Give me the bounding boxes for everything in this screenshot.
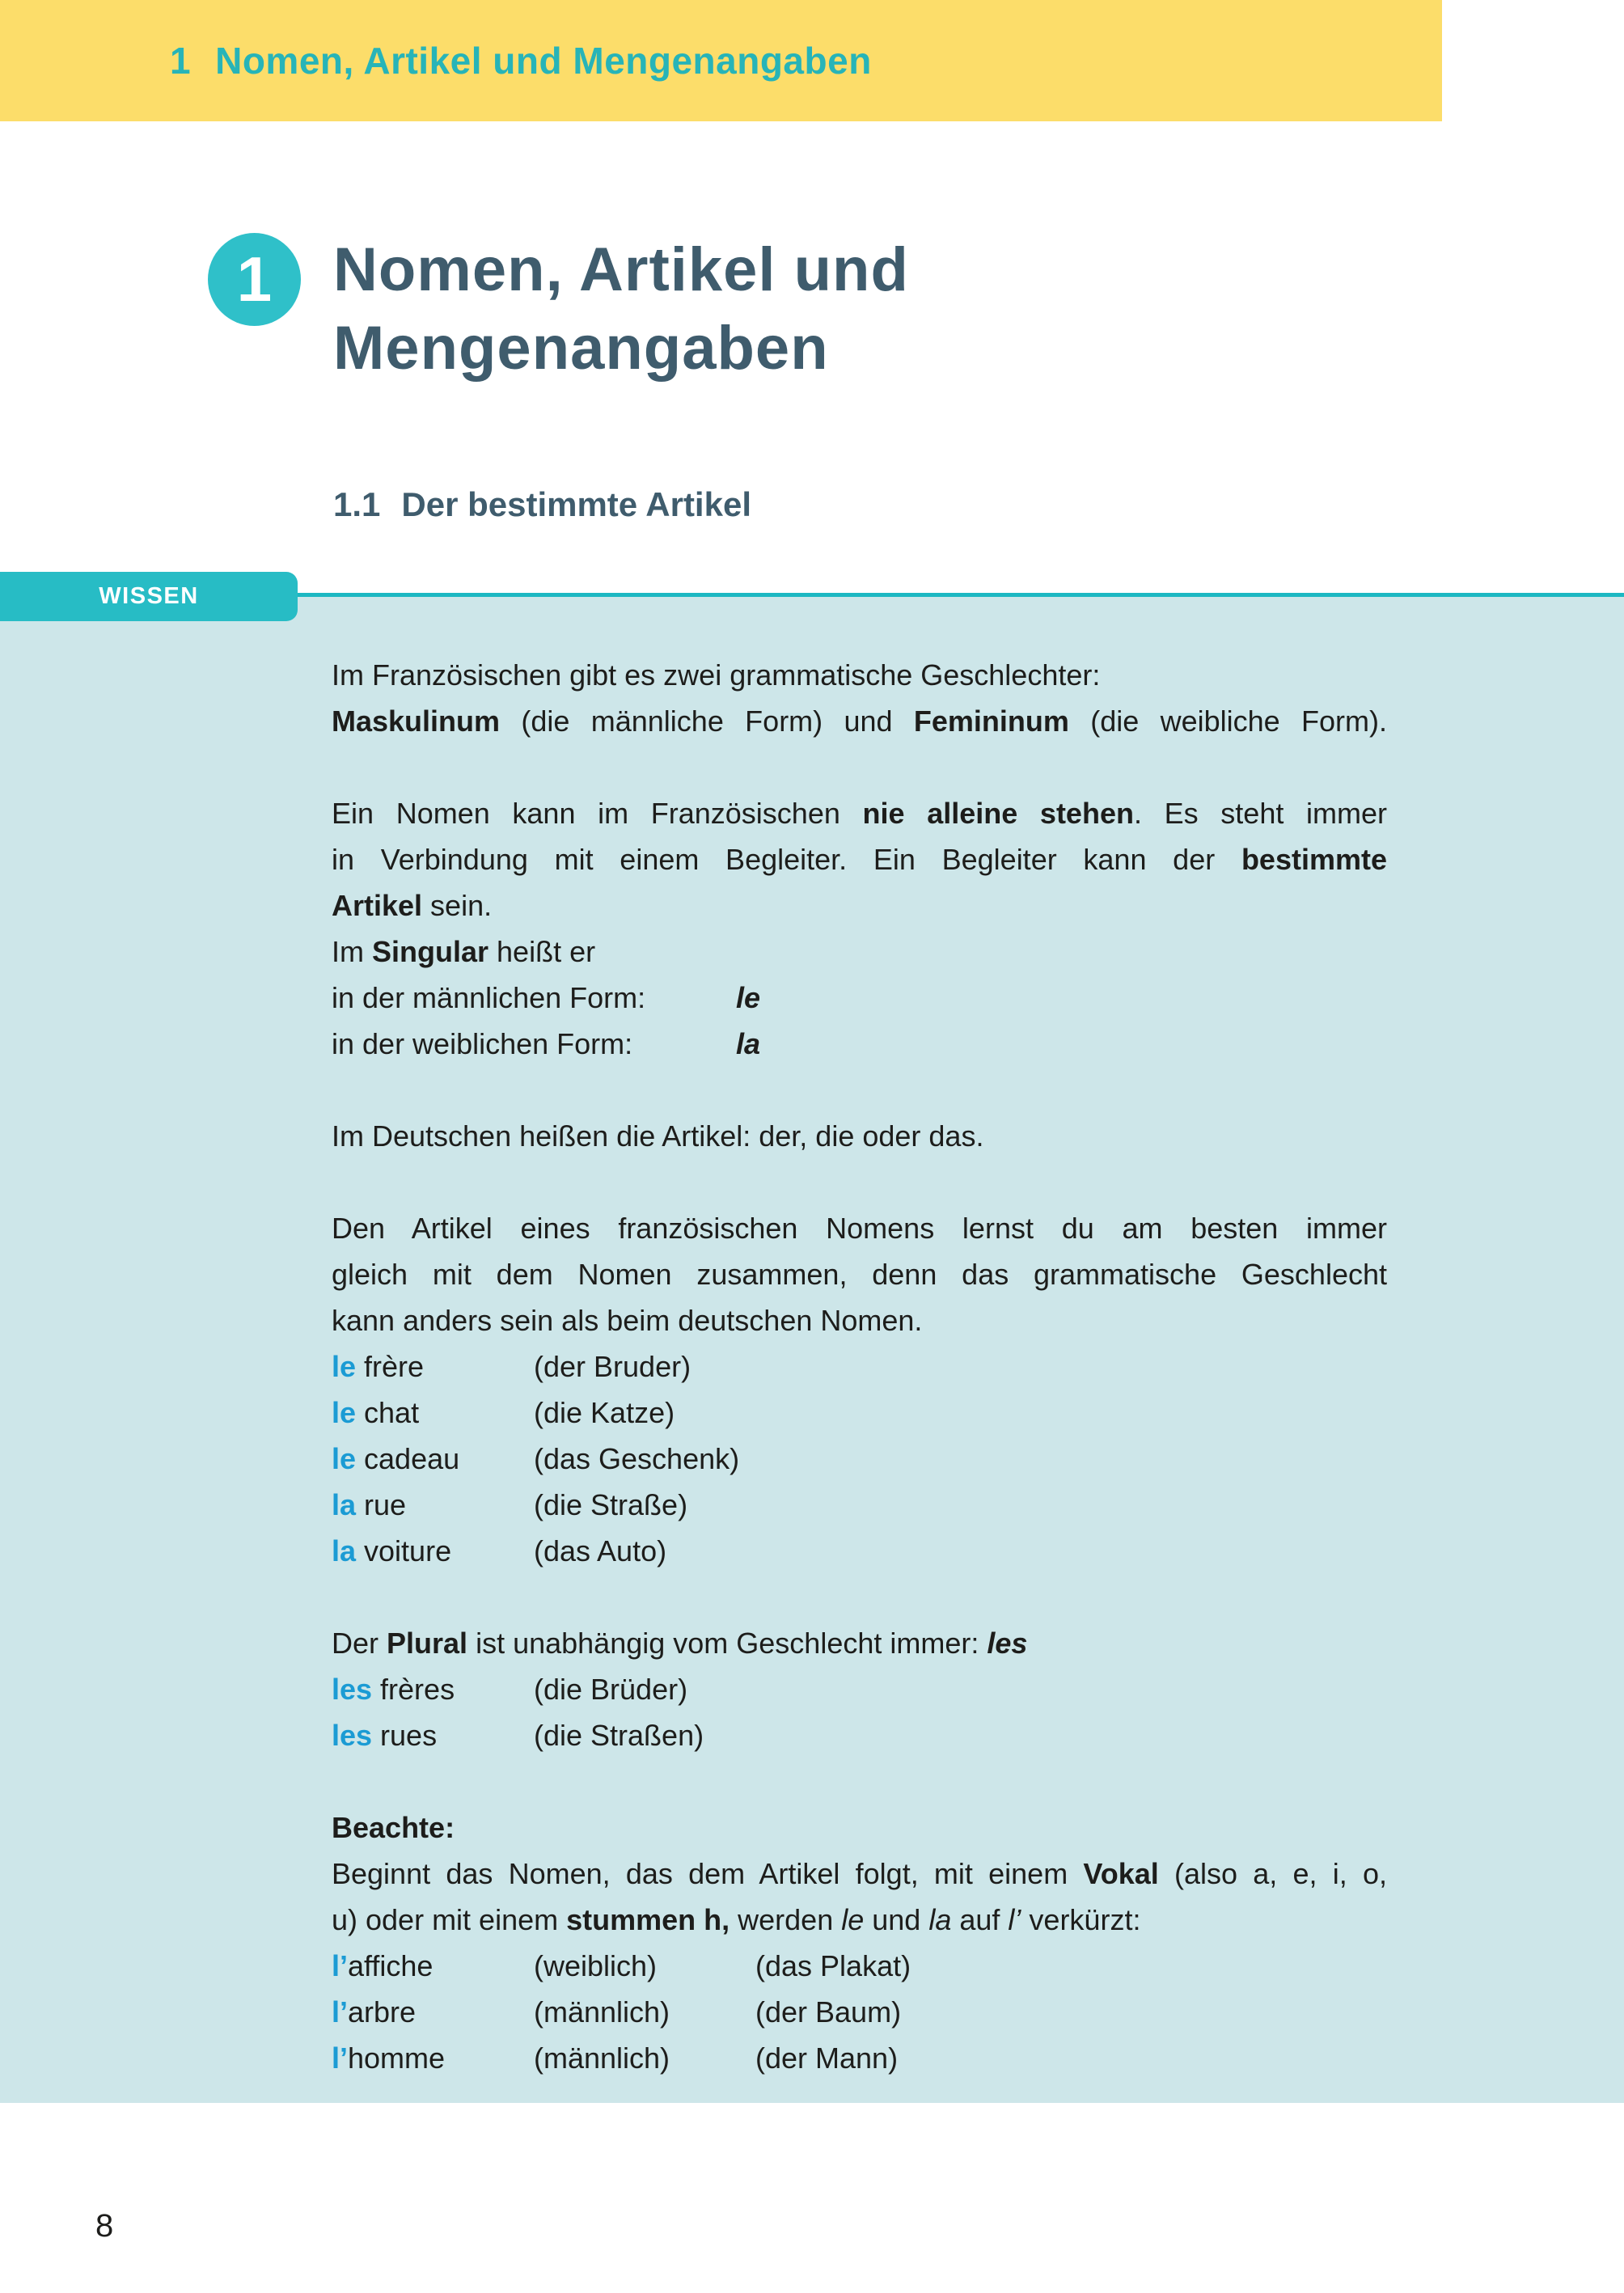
text-run: (männlich) bbox=[534, 2041, 670, 2075]
text-run: (das Auto) bbox=[534, 1534, 667, 1567]
text-run: affiche bbox=[348, 1949, 433, 1982]
text-run: (die männliche Form) und bbox=[500, 704, 914, 738]
wissen-tab bbox=[0, 572, 298, 621]
text-run: l’ bbox=[332, 1995, 349, 2029]
content-col bbox=[534, 1528, 666, 1574]
content-line bbox=[332, 1528, 1387, 1574]
chapter-title bbox=[333, 231, 909, 387]
content-line bbox=[332, 652, 1387, 698]
text-run: le bbox=[332, 1396, 357, 1429]
chapter-number-badge bbox=[208, 233, 301, 326]
content-col bbox=[332, 1943, 433, 1989]
text-run: gleich mit dem Nomen zusammen, denn das grammatische Geschlecht bbox=[332, 1258, 1387, 1291]
text-run: la bbox=[332, 1488, 357, 1521]
text-run: chat bbox=[356, 1396, 420, 1429]
text-run: Singular bbox=[372, 935, 489, 968]
text-run: ist unabhängig vom Geschlecht immer: bbox=[467, 1627, 988, 1660]
content-col bbox=[534, 1436, 739, 1482]
content-col bbox=[332, 975, 645, 1021]
content-line bbox=[332, 1390, 1387, 1436]
text-run: (die Straßen) bbox=[534, 1719, 704, 1752]
text-run: le bbox=[332, 1350, 357, 1383]
content-line bbox=[332, 1943, 1387, 1989]
text-run: l’ bbox=[332, 2041, 349, 2075]
content-line bbox=[332, 1436, 1387, 1482]
text-run: verkürzt: bbox=[1021, 1903, 1141, 1936]
content-col bbox=[755, 1989, 901, 2035]
text-run: frères bbox=[372, 1673, 455, 1706]
text-run: Im bbox=[332, 935, 372, 968]
chapter-header-text bbox=[170, 0, 872, 121]
text-run: Femininum bbox=[913, 704, 1069, 738]
content-line bbox=[332, 790, 1387, 836]
text-run: (die weibliche Form). bbox=[1068, 704, 1387, 738]
page-number: 8 bbox=[95, 2208, 114, 2244]
content-col bbox=[534, 1390, 675, 1436]
section-title: Der bestimmte Artikel bbox=[401, 485, 751, 523]
text-run: Beginnt das Nomen, das dem Artikel folgt, mit einem bbox=[332, 1857, 1084, 1890]
text-run: (die Brüder) bbox=[534, 1673, 688, 1706]
text-run: cadeau bbox=[356, 1442, 460, 1475]
content-col bbox=[534, 2035, 670, 2081]
text-run: arbre bbox=[348, 1995, 417, 2029]
text-run: frère bbox=[356, 1350, 425, 1383]
text-run: und bbox=[864, 1903, 929, 1936]
section-number: 1.1 bbox=[333, 485, 381, 523]
content-col bbox=[332, 1021, 632, 1067]
wissen-tab-label: WISSEN bbox=[99, 583, 199, 609]
text-run: Maskulinum bbox=[332, 704, 501, 738]
text-run: (weiblich) bbox=[534, 1949, 658, 1982]
text-run: l’ bbox=[1008, 1903, 1021, 1936]
text-run: la bbox=[736, 1027, 761, 1060]
content-col bbox=[332, 1666, 455, 1712]
text-run: (die Straße) bbox=[534, 1488, 688, 1521]
text-run: Beachte: bbox=[332, 1811, 455, 1844]
text-run: bestimmte bbox=[1241, 843, 1387, 876]
chapter-title-line1: Nomen, Artikel und bbox=[333, 235, 909, 304]
content-line bbox=[332, 1620, 1387, 1666]
text-run: auf bbox=[951, 1903, 1009, 1936]
text-run: (der Bruder) bbox=[534, 1350, 691, 1383]
text-run: Den Artikel eines französischen Nomens lernst du am besten immer bbox=[332, 1212, 1387, 1245]
content-col bbox=[534, 1989, 670, 2035]
text-run: Plural bbox=[387, 1627, 468, 1660]
content-col bbox=[534, 1666, 687, 1712]
text-run: werden bbox=[730, 1903, 842, 1936]
chapter-title-line2: Mengenangaben bbox=[333, 314, 829, 383]
content-line bbox=[332, 698, 1387, 744]
text-run: heißt er bbox=[488, 935, 596, 968]
text-run: u) oder mit einem bbox=[332, 1903, 567, 1936]
text-run: kann anders sein als beim deutschen Nomen. bbox=[332, 1304, 923, 1337]
content-line bbox=[332, 975, 1387, 1021]
content-col bbox=[332, 1436, 459, 1482]
content-line bbox=[332, 1251, 1387, 1297]
text-run: (das Geschenk) bbox=[534, 1442, 740, 1475]
content-line bbox=[332, 1804, 1387, 1851]
text-run: la bbox=[332, 1534, 357, 1567]
text-run: Der bbox=[332, 1627, 387, 1660]
content-line bbox=[332, 1159, 1387, 1205]
text-run: sein. bbox=[422, 889, 493, 922]
text-run: le bbox=[332, 1442, 357, 1475]
content-line bbox=[332, 2035, 1387, 2081]
text-run: Im Französischen gibt es zwei grammatische Geschlechter: bbox=[332, 658, 1101, 692]
content-line bbox=[332, 1712, 1387, 1758]
content-col bbox=[332, 1343, 424, 1390]
chapter-header-title: Nomen, Artikel und Mengenangaben bbox=[215, 40, 872, 82]
text-run: les bbox=[332, 1719, 373, 1752]
text-run: la bbox=[928, 1903, 952, 1936]
content-line bbox=[332, 1897, 1387, 1943]
content-col bbox=[332, 1528, 451, 1574]
text-run: (das Plakat) bbox=[755, 1949, 911, 1982]
content-line bbox=[332, 1021, 1387, 1067]
text-run: in der männlichen Form: bbox=[332, 981, 646, 1014]
text-run: les bbox=[332, 1673, 373, 1706]
text-run: le bbox=[736, 981, 761, 1014]
content-line bbox=[332, 1482, 1387, 1528]
content-col bbox=[534, 1943, 657, 1989]
content-col bbox=[332, 1482, 406, 1528]
text-run: Ein Nomen kann im Französischen bbox=[332, 797, 863, 830]
content-col bbox=[534, 1343, 691, 1390]
content-col bbox=[736, 1021, 760, 1067]
content-line bbox=[332, 1851, 1387, 1897]
section-heading bbox=[333, 485, 751, 524]
text-run: (die Katze) bbox=[534, 1396, 675, 1429]
text-run: in der weiblichen Form: bbox=[332, 1027, 633, 1060]
content-line bbox=[332, 882, 1387, 929]
content-col bbox=[755, 1943, 911, 1989]
content-col bbox=[755, 2035, 898, 2081]
content-col bbox=[332, 2035, 445, 2081]
content-line bbox=[332, 1297, 1387, 1343]
content-line bbox=[332, 744, 1387, 790]
content-line bbox=[332, 1758, 1387, 1804]
text-run: Artikel bbox=[332, 889, 423, 922]
text-run: . Es steht immer bbox=[1133, 797, 1387, 830]
content-line bbox=[332, 929, 1387, 975]
content-col bbox=[332, 1390, 419, 1436]
text-run: (der Mann) bbox=[755, 2041, 899, 2075]
content-line bbox=[332, 1343, 1387, 1390]
text-run: (männlich) bbox=[534, 1995, 670, 2029]
content-line bbox=[332, 1574, 1387, 1620]
text-run: rue bbox=[356, 1488, 407, 1521]
text-run: Im Deutschen heißen die Artikel: der, die oder das. bbox=[332, 1119, 984, 1153]
content-col bbox=[736, 975, 760, 1021]
content-col bbox=[534, 1712, 704, 1758]
text-run: (der Baum) bbox=[755, 1995, 902, 2029]
text-run: Vokal bbox=[1083, 1857, 1159, 1890]
content-col bbox=[332, 1712, 437, 1758]
text-run: rues bbox=[372, 1719, 438, 1752]
text-run: le bbox=[841, 1903, 865, 1936]
content-line bbox=[332, 1205, 1387, 1251]
content-line bbox=[332, 1067, 1387, 1113]
content-line bbox=[332, 1666, 1387, 1712]
content-line bbox=[332, 1113, 1387, 1159]
text-run: in Verbindung mit einem Begleiter. Ein Begleiter kann der bbox=[332, 843, 1241, 876]
text-run: stummen h, bbox=[566, 1903, 730, 1936]
text-run: nie alleine stehen bbox=[862, 797, 1134, 830]
content-line bbox=[332, 836, 1387, 882]
text-run: les bbox=[987, 1627, 1028, 1660]
chapter-number: 1 bbox=[236, 243, 273, 315]
chapter-header-number: 1 bbox=[170, 40, 192, 82]
chapter-header-band bbox=[0, 0, 1442, 121]
text-run: voiture bbox=[356, 1534, 452, 1567]
content-col bbox=[332, 1989, 416, 2035]
content-block bbox=[332, 652, 1387, 2081]
content-col bbox=[534, 1482, 687, 1528]
text-run: homme bbox=[348, 2041, 446, 2075]
text-run: (also a, e, i, o, bbox=[1158, 1857, 1388, 1890]
text-run: l’ bbox=[332, 1949, 349, 1982]
content-line bbox=[332, 1989, 1387, 2035]
